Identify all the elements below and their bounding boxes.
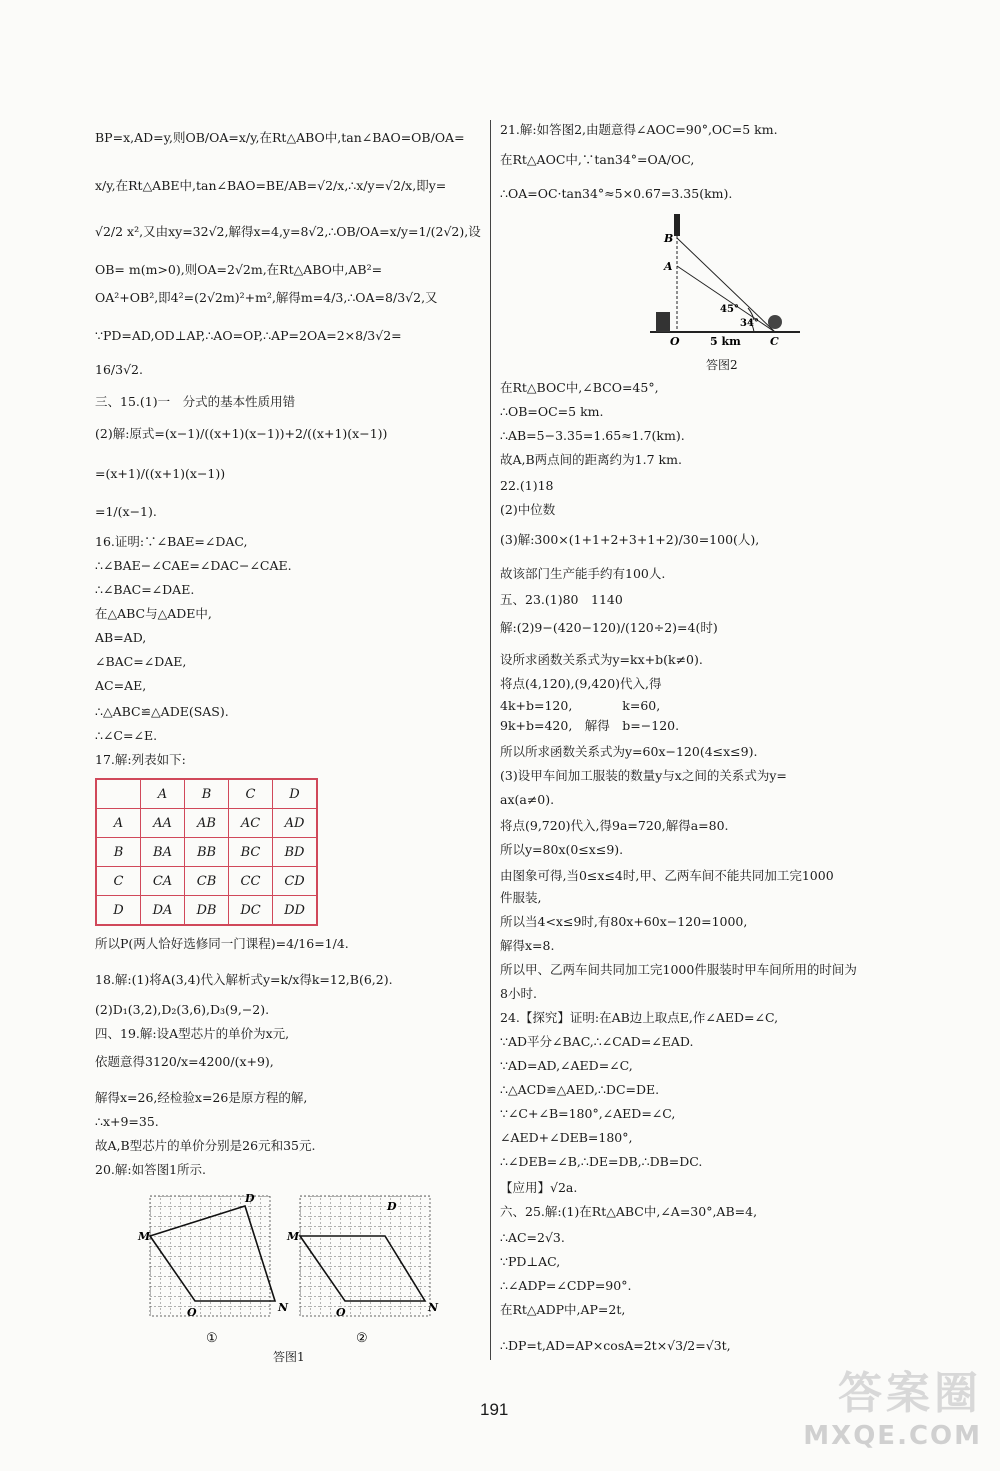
text-line: ∴OA=OC·tan34°≈5×0.67=3.35(km). [500, 186, 733, 201]
text-line: BP=x,AD=y,则OB/OA=x/y,在Rt△ABO中,tan∠BAO=OB/OA= [95, 130, 465, 145]
text-line: AB=AD, [95, 630, 147, 645]
table-row [96, 838, 317, 867]
text-line: 18.解:(1)将A(3,4)代入解析式y=k/x得k=12,B(6,2). [95, 972, 393, 987]
sub-label-2: ② [356, 1331, 368, 1346]
text-line: ∴DP=t,AD=AP×cosA=2t×√3/2=√3t, [500, 1338, 731, 1353]
grid-1 [137, 1192, 289, 1346]
text-line: 22.(1)18 [500, 478, 554, 493]
text-line: ∴△ABC≌△ADE(SAS). [95, 704, 229, 719]
text-line: 所以当4<x≤9时,有80x+60x−120=1000, [500, 914, 748, 929]
table-cell: DD [273, 896, 318, 926]
text-line: ax(a≠0). [500, 792, 555, 807]
text-line: 故A,B型芯片的单价分别是26元和35元. [95, 1138, 316, 1153]
label-n-1: N [278, 1301, 289, 1314]
page-number: 191 [480, 1400, 509, 1419]
text-line: ∴AB=5−3.35=1.65≈1.7(km). [500, 428, 685, 443]
table-row [96, 779, 317, 809]
text-line: 在△ABC与△ADE中, [95, 606, 212, 621]
table-cell: DB [185, 896, 229, 926]
table-cell: B [96, 838, 141, 867]
table-cell: CA [141, 867, 185, 896]
figure-1 [140, 1186, 440, 1358]
text-line: 所以P(两人恰好选修同一门课程)=4/16=1/4. [95, 936, 349, 951]
text-line: ∴∠ADP=∠CDP=90°. [500, 1278, 632, 1293]
table-cell [96, 779, 141, 809]
table-cell: BA [141, 838, 185, 867]
text-line: ∠AED+∠DEB=180°, [500, 1130, 633, 1145]
table-cell: DA [141, 896, 185, 926]
label-b: B [664, 232, 674, 245]
text-line: (3)设甲车间加工服装的数量y与x之间的关系式为y= [500, 768, 787, 783]
table-cell: C [96, 867, 141, 896]
label-a: A [664, 260, 673, 273]
table-cell: BC [229, 838, 273, 867]
table-cell: B [185, 779, 229, 809]
course-table [95, 778, 318, 926]
text-line: 解得x=26,经检验x=26是原方程的解, [95, 1090, 308, 1105]
observer-shape [768, 315, 782, 329]
table-cell: CD [273, 867, 318, 896]
building-shape [656, 312, 670, 332]
text-line: 16/3√2. [95, 362, 143, 377]
table-cell: DC [229, 896, 273, 926]
label-n-2: N [428, 1301, 439, 1314]
text-line: ∴x+9=35. [95, 1114, 159, 1129]
text-line: 9k+b=420, 解得 b=−120. [500, 718, 680, 733]
column-divider [490, 120, 491, 1360]
text-line: 在Rt△BOC中,∠BCO=45°, [500, 380, 659, 395]
label-o: O [670, 335, 680, 348]
text-line: ∴∠BAC=∠DAE. [95, 582, 195, 597]
text-line: ∴∠DEB=∠B,∴DE=DB,∴DB=DC. [500, 1154, 703, 1169]
text-line: ∴∠BAE−∠CAE=∠DAC−∠CAE. [95, 558, 292, 573]
text-line: =(x+1)/((x+1)(x−1)) [95, 466, 226, 481]
text-line: 三、15.(1)一 分式的基本性质用错 [95, 394, 296, 409]
label-c: C [770, 335, 779, 348]
text-line: 在Rt△ADP中,AP=2t, [500, 1302, 626, 1317]
text-line: √2/2 x²,又由xy=32√2,解得x=4,y=8√2,∴OB/OA=x/y=1/(2√2),设 [95, 224, 481, 239]
table-cell: CB [185, 867, 229, 896]
text-line: ∵AD平分∠BAC,∴∠CAD=∠EAD. [500, 1034, 694, 1049]
label-distance: 5 km [710, 335, 741, 348]
label-d-2: D [387, 1200, 397, 1213]
table-cell: D [96, 896, 141, 926]
text-line: 由图象可得,当0≤x≤4时,甲、乙两车间不能共同加工完1000 [500, 868, 834, 883]
figure-2-caption: 答图2 [706, 358, 738, 372]
text-line: ∵AD=AD,∠AED=∠C, [500, 1058, 633, 1073]
text-line: ∴AC=2√3. [500, 1230, 565, 1245]
text-line: x/y,在Rt△ABE中,tan∠BAO=BE/AB=√2/x,∴x/y=√2/x,即y= [95, 178, 447, 193]
table-cell: C [229, 779, 273, 809]
text-line: ∵∠C+∠B=180°,∠AED=∠C, [500, 1106, 676, 1121]
table-cell: BB [185, 838, 229, 867]
text-line: (2)D₁(3,2),D₂(3,6),D₃(9,−2). [95, 1002, 270, 1017]
text-line: 4k+b=120, k=60, [500, 698, 661, 713]
figure-2 [650, 208, 810, 348]
table-cell: BD [273, 838, 318, 867]
watermark-url: MXQE.COM [803, 1421, 982, 1451]
text-line: 20.解:如答图1所示. [95, 1162, 207, 1177]
text-line: (3)解:300×(1+1+2+3+1+2)/30=100(人), [500, 532, 760, 547]
text-line: 解得x=8. [500, 938, 555, 953]
text-line: 六、25.解:(1)在Rt△ABC中,∠A=30°,AB=4, [500, 1204, 758, 1219]
text-line: 故该部门生产能手约有100人. [500, 566, 666, 581]
text-line: ∴∠C=∠E. [95, 728, 158, 743]
table-cell: AA [141, 809, 185, 838]
text-line: 设所求函数关系式为y=kx+b(k≠0). [500, 652, 703, 667]
text-line: 四、19.解:设A型芯片的单价为x元, [95, 1026, 290, 1041]
table-row [96, 867, 317, 896]
table-row [96, 809, 317, 838]
text-line: ∴△ACD≌△AED,∴DC=DE. [500, 1082, 660, 1097]
text-line: 8小时. [500, 986, 537, 1001]
text-line: ∴OB=OC=5 km. [500, 404, 604, 419]
table-cell: AC [229, 809, 273, 838]
text-line: 所以甲、乙两车间共同加工完1000件服装时甲车间所用的时间为 [500, 962, 857, 977]
text-line: ∵PD=AD,OD⊥AP,∴AO=OP,∴AP=2OA=2×8/3√2= [95, 328, 402, 343]
text-line: 故A,B两点间的距离约为1.7 km. [500, 452, 682, 467]
watermark-text: 答案圈 [838, 1368, 982, 1419]
label-angle-45: 45° [720, 304, 739, 315]
text-line: 所以y=80x(0≤x≤9). [500, 842, 624, 857]
table-cell: A [96, 809, 141, 838]
text-line: 在Rt△AOC中,∵tan34°=OA/OC, [500, 152, 695, 167]
text-line: AC=AE, [95, 678, 147, 693]
label-d-1: D [245, 1192, 255, 1205]
text-line: OB= m(m>0),则OA=2√2m,在Rt△ABO中,AB²= [95, 262, 383, 277]
grid-2 [286, 1196, 439, 1346]
label-m-2: M [287, 1230, 300, 1243]
tower-shape [674, 214, 680, 236]
text-line: =1/(x−1). [95, 504, 157, 519]
label-angle-34: 34° [740, 318, 759, 329]
text-line: 将点(9,720)代入,得9a=720,解得a=80. [500, 818, 729, 833]
label-o-1: O [187, 1306, 197, 1319]
label-m-1: M [138, 1230, 151, 1243]
watermark-logo [803, 1357, 982, 1451]
table-row [96, 896, 317, 926]
text-line: 将点(4,120),(9,420)代入,得 [500, 676, 662, 691]
table-cell: AD [273, 809, 318, 838]
text-line: 所以所求函数关系式为y=60x−120(4≤x≤9). [500, 744, 758, 759]
text-line: 24.【探究】证明:在AB边上取点E,作∠AED=∠C, [500, 1010, 779, 1025]
table-cell: CC [229, 867, 273, 896]
text-line: (2)解:原式=(x−1)/((x+1)(x−1))+2/((x+1)(x−1)) [95, 426, 388, 441]
text-line: 16.证明:∵∠BAE=∠DAC, [95, 534, 248, 549]
table-cell: A [141, 779, 185, 809]
text-line: 17.解:列表如下: [95, 752, 186, 767]
label-o-2: O [336, 1306, 346, 1319]
text-line: 解:(2)9−(420−120)/(120÷2)=4(时) [500, 620, 718, 635]
figure-1-caption: 答图1 [273, 1350, 305, 1364]
table-cell: D [273, 779, 318, 809]
text-line: 五、23.(1)80 1140 [500, 592, 623, 607]
text-line: 【应用】√2a. [500, 1180, 578, 1195]
text-line: OA²+OB²,即4²=(2√2m)²+m²,解得m=4/3,∴OA=8/3√2,又 [95, 290, 438, 305]
sub-label-1: ① [206, 1331, 218, 1346]
text-line: 21.解:如答图2,由题意得∠AOC=90°,OC=5 km. [500, 122, 778, 137]
text-line: ∠BAC=∠DAE, [95, 654, 187, 669]
text-line: (2)中位数 [500, 502, 556, 517]
text-line: ∵PD⊥AC, [500, 1254, 561, 1269]
table-cell: AB [185, 809, 229, 838]
text-line: 依题意得3120/x=4200/(x+9), [95, 1054, 274, 1069]
text-line: 件服装, [500, 890, 542, 905]
